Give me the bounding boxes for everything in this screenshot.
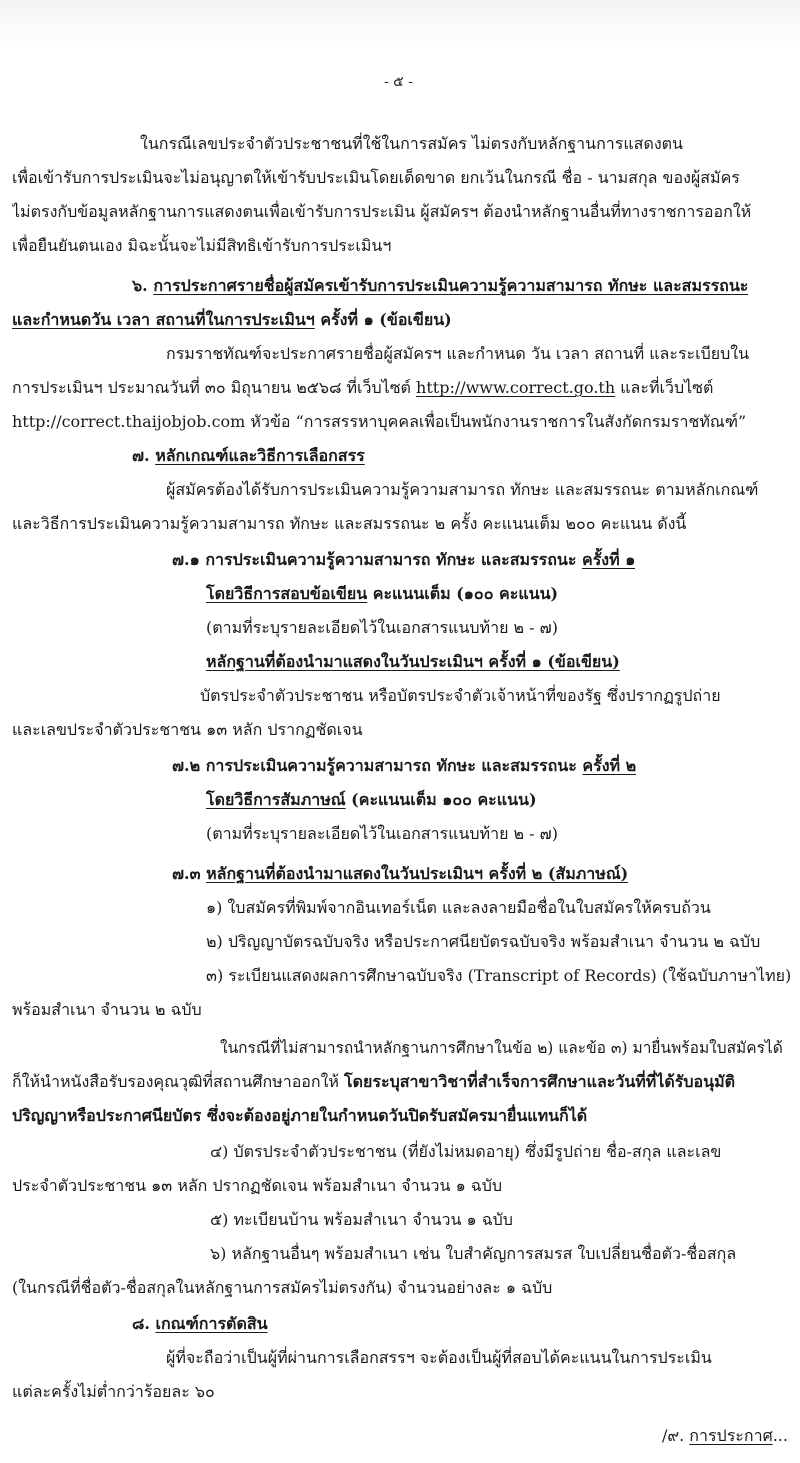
section7-3-item6-line1: ๖) หลักฐานอื่นๆ พร้อมสำเนา เช่น ใบสำคัญการสมรส ใบเปลี่ยนชื่อตัว-ชื่อสกุล: [210, 1244, 737, 1263]
section7-line1: ผู้สมัครต้องได้รับการประเมินความรู้ความสามารถ ทักษะ และสมรรถนะ ตามหลักเกณฑ์: [166, 480, 759, 499]
section6-line2-end: และที่เว็บไซต์: [615, 378, 714, 397]
section6-title-line1: การประกาศรายชื่อผู้สมัครเข้ารับการประเมินความรู้ความสามารถ ทักษะ และสมรรถนะ: [153, 276, 749, 295]
section8-heading: [132, 1312, 268, 1336]
section7-2-method-name: โดยวิธีการสัมภาษณ์: [206, 790, 346, 809]
section7-3-item2: ๒) ปริญญาบัตรฉบับจริง หรือประกาศนียบัตรฉบับจริง พร้อมสำเนา จำนวน ๒ ฉบับ: [206, 932, 761, 951]
section7-2-round: ครั้งที่ ๒: [582, 756, 637, 775]
section7-1-round: ครั้งที่ ๑: [582, 550, 636, 569]
section7-1-evidence-heading: หลักฐานที่ต้องนำมาแสดงในวันประเมินฯ ครั้งที่ ๑ (ข้อเขียน): [206, 652, 620, 671]
section7-3-item6-line2: (ในกรณีที่ชื่อตัว-ชื่อสกุลในหลักฐานการสมัครไม่ตรงกัน) จำนวนอย่างละ ๑ ฉบับ: [12, 1278, 553, 1297]
para1-line4: เพื่อยืนยันตนเอง มิฉะนั้นจะไม่มีสิทธิเข้ารับการประเมินฯ: [12, 236, 392, 255]
section7-3-title: หลักฐานที่ต้องนำมาแสดงในวันประเมินฯ ครั้งที่ ๒ (สัมภาษณ์): [206, 864, 629, 883]
section6-number: ๖.: [132, 276, 148, 295]
para1-line3: ไม่ตรงกับข้อมูลหลักฐานการแสดงตนเพื่อเข้ารับการประเมิน ผู้สมัครฯ ต้องนำหลักฐานอื่นที่ทางราชการออกให้: [12, 202, 752, 221]
section8-line2: แต่ละครั้งไม่ต่ำกว่าร้อยละ ๖๐: [12, 1382, 215, 1401]
para1-line1: ในกรณีเลขประจำตัวประชาชนที่ใช้ในการสมัคร ไม่ตรงกับหลักฐานการแสดงตน: [140, 134, 683, 153]
page-number: - ๕ -: [384, 74, 413, 90]
section6-title-line2-underlined: และกำหนดวัน เวลา สถานที่ในการประเมินฯ: [12, 310, 315, 329]
section7-1-evidence-line2: และเลขประจำตัวประชาชน ๑๓ หลัก ปรากฏชัดเจน: [12, 720, 363, 739]
section8-number: ๘.: [132, 1314, 150, 1333]
section7-1-title: ๗.๑ การประเมินความรู้ความสามารถ ทักษะ และสมรรถนะ: [172, 550, 582, 569]
section7-3-item3-line2: พร้อมสำเนา จำนวน ๒ ฉบับ: [12, 1000, 202, 1019]
section6-line2-text: การประเมินฯ ประมาณวันที่ ๓๐ มิถุนายน ๒๕๖๘ ที่เว็บไซต์: [12, 378, 417, 397]
section7-2-title: ๗.๒ การประเมินความรู้ความสามารถ ทักษะ และสมรรถนะ: [172, 756, 583, 775]
section7-3-note-line2: [12, 1070, 735, 1094]
section7-1-heading: [172, 548, 635, 572]
section7-3-item4-line1: ๔) บัตรประจำตัวประชาชน (ที่ยังไม่หมดอายุ) ซึ่งมีรูปถ่าย ชื่อ-สกุล และเลข: [210, 1142, 722, 1161]
section6-title-line2-rest: ครั้งที่ ๑ (ข้อเขียน): [314, 310, 452, 329]
section7-3-item4-line2: ประจำตัวประชาชน ๑๓ หลัก ปรากฏชัดเจน พร้อมสำเนา จำนวน ๑ ฉบับ: [12, 1176, 503, 1195]
section8-line1: ผู้ที่จะถือว่าเป็นผู้ที่ผ่านการเลือกสรรฯ จะต้องเป็นผู้ที่สอบได้คะแนนในการประเมิน: [166, 1348, 712, 1367]
section7-1-evidence-line1: บัตรประจำตัวประชาชน หรือบัตรประจำตัวเจ้าหน้าที่ของรัฐ ซึ่งปรากฏรูปถ่าย: [200, 686, 721, 705]
continuation-next-section: การประกาศ: [689, 1426, 773, 1445]
section7-1-method-name: โดยวิธีการสอบข้อเขียน: [206, 584, 368, 603]
section6-line3-text: หัวข้อ “การสรรหาบุคคลเพื่อเป็นพนักงานราชการในสังกัดกรมราชทัณฑ์”: [245, 412, 747, 431]
section7-2-method: [206, 788, 537, 812]
section7-1-reference: (ตามที่ระบุรายละเอียดไว้ในเอกสารแนบท้าย ๒ - ๗): [206, 618, 558, 637]
section7-3-heading: [172, 862, 628, 886]
scan-top-edge: [0, 0, 800, 50]
section7-3-item5: ๕) ทะเบียนบ้าน พร้อมสำเนา จำนวน ๑ ฉบับ: [210, 1210, 513, 1229]
section7-2-reference: (ตามที่ระบุรายละเอียดไว้ในเอกสารแนบท้าย ๒ - ๗): [206, 824, 558, 843]
section7-3-note-line3: ปริญญาหรือประกาศนียบัตร ซึ่งจะต้องอยู่ภายในกำหนดวันปิดรับสมัครมายื่นแทนก็ได้: [12, 1106, 588, 1125]
section7-line2: และวิธีการประเมินความรู้ความสามารถ ทักษะ และสมรรถนะ ๒ ครั้ง คะแนนเต็ม ๒๐๐ คะแนน ดังนี้: [12, 514, 687, 533]
section7-3-note-line1: ในกรณีที่ไม่สามารถนำหลักฐานการศึกษาในข้อ ๒) และข้อ ๓) มายื่นพร้อมใบสมัครได้: [220, 1039, 783, 1057]
section7-3-item3-line1: ๓) ระเบียนแสดงผลการศึกษาฉบับจริง (Transcript of Records) (ใช้ฉบับภาษาไทย): [206, 966, 792, 985]
section7-3-note-line2-text: ก็ให้นำหนังสือรับรองคุณวุฒิที่สถานศึกษาออกให้: [12, 1072, 345, 1091]
section6-line2: [12, 376, 713, 400]
continuation-prefix: /๙.: [662, 1426, 690, 1445]
section6-line3: [12, 410, 746, 434]
correct-website-link[interactable]: http://www.correct.go.th: [416, 378, 616, 397]
section7-title: หลักเกณฑ์และวิธีการเลือกสรร: [155, 446, 365, 465]
section7-1-method: [206, 582, 558, 606]
continuation-ellipsis: ...: [772, 1426, 788, 1445]
continuation-marker: [662, 1424, 788, 1448]
para1-line2: เพื่อเข้ารับการประเมินจะไม่อนุญาตให้เข้ารับประเมินโดยเด็ดขาด ยกเว้นในกรณี ชื่อ - นามสกุล ของผู้สมัคร: [12, 168, 740, 187]
section7-2-heading: [172, 754, 636, 778]
section7-heading: [132, 444, 365, 468]
thaijobjob-website-link[interactable]: http://correct.thaijobjob.com: [12, 412, 246, 431]
section6-line1: กรมราชทัณฑ์จะประกาศรายชื่อผู้สมัครฯ และกำหนด วัน เวลา สถานที่ และระเบียบใน: [166, 344, 750, 363]
section7-2-score: (คะแนนเต็ม ๑๐๐ คะแนน): [345, 790, 537, 809]
section6-heading-line2: [12, 308, 452, 332]
section6-heading: [132, 274, 748, 298]
section7-3-item1: ๑) ใบสมัครที่พิมพ์จากอินเทอร์เน็ต และลงลายมือชื่อในใบสมัครให้ครบถ้วน: [206, 898, 711, 917]
section7-3-note-line2-bold: โดยระบุสาขาวิชาที่สำเร็จการศึกษาและวันที่ที่ได้รับอนุมัติ: [344, 1072, 736, 1091]
section7-3-number: ๗.๓: [172, 864, 207, 883]
section7-number: ๗.: [132, 446, 150, 465]
section7-1-score: คะแนนเต็ม (๑๐๐ คะแนน): [367, 584, 559, 603]
section8-title: เกณฑ์การตัดสิน: [155, 1314, 268, 1333]
